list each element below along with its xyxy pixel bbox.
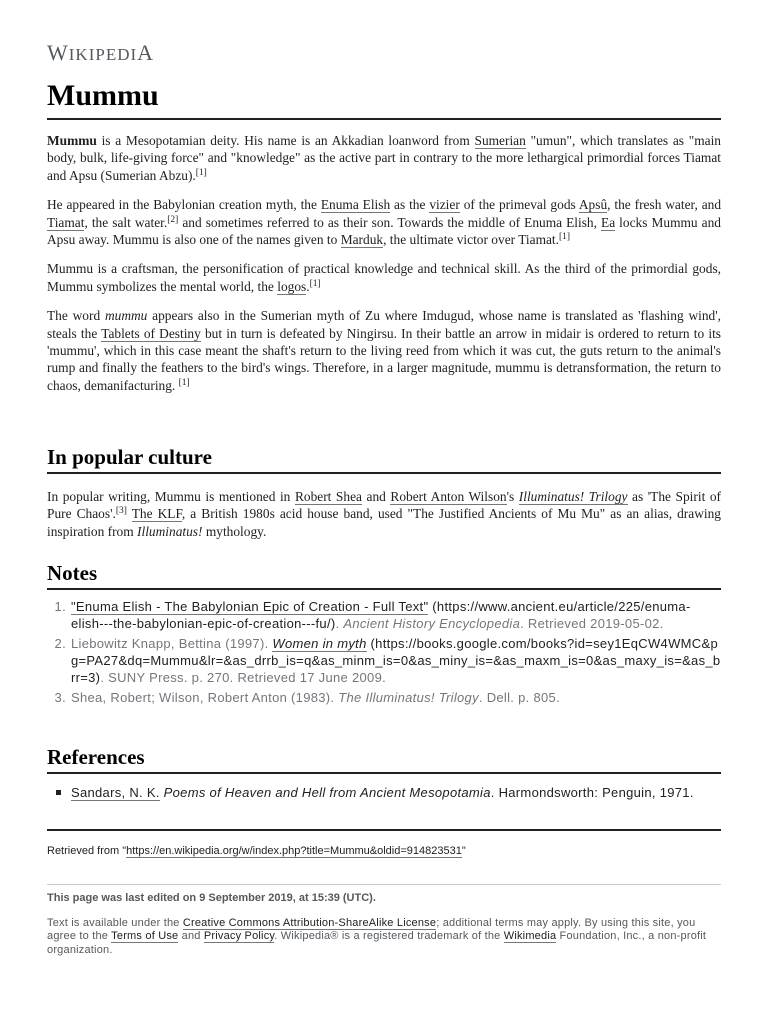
link-sumerian[interactable]: Sumerian: [474, 133, 526, 148]
text: Retrieved from ": [47, 845, 127, 857]
text: , the salt water.: [84, 214, 168, 230]
text: , a British 1980s acid house band, used "The Justified Ancients of Mu Mu" as an alias, drawing inspiration from: [47, 506, 721, 539]
text: and: [361, 489, 391, 504]
link-the-klf[interactable]: The KLF: [131, 506, 182, 522]
logo-letters: IKIPEDI: [68, 45, 138, 64]
citation-1[interactable]: [1]: [195, 167, 207, 178]
link-illuminatus-trilogy[interactable]: Illuminatus! Trilogy: [518, 489, 628, 504]
note-item: [54, 598, 721, 632]
note-item: [54, 689, 721, 706]
text: Liebowitz Knapp, Bettina (1997).: [71, 636, 273, 651]
page-title: Mummu: [47, 79, 159, 112]
text: Foundation, Inc., a non-profit organization.: [47, 930, 707, 956]
text: and: [178, 930, 204, 943]
section-divider: [47, 588, 721, 590]
text: 's: [506, 489, 519, 504]
link-vizier[interactable]: vizier: [429, 197, 460, 213]
paragraph-creation-myth: [47, 196, 721, 248]
link-wikimedia[interactable]: Wikimedia: [503, 930, 557, 943]
paragraph-craftsman: [47, 260, 721, 295]
text: Mummu is a craftsman, the personification of practical knowledge and technical skill. As the third of the primordial gods, Mummu symbolizes the mental world, the: [47, 261, 721, 294]
text: , the ultimate victor over Tiamat.: [383, 232, 560, 248]
text: Text is available under the: [47, 917, 183, 929]
wikipedia-logo[interactable]: [47, 40, 154, 66]
citation-1[interactable]: [1]: [178, 377, 190, 388]
text: . Dell. p. 805.: [478, 690, 560, 705]
text: "umun", which translates as "main body, bulk, life-giving force" and "knowledge" as the active part in contrary to the more lethargical primordial forces Tiamat and Apsu (Sumerian Abzu).: [47, 133, 721, 183]
link-marduk[interactable]: Marduk: [340, 232, 384, 248]
text: as 'The Spirit of Pure Chaos'.: [47, 489, 721, 522]
note-publication: Ancient History Encyclopedia: [343, 616, 521, 631]
section-divider: [47, 472, 721, 474]
paragraph-popular: [47, 488, 721, 540]
references-list: [71, 784, 721, 801]
text: In popular writing, Mummu is mentioned in: [47, 489, 295, 504]
link-tiamat[interactable]: Tiamat: [47, 214, 85, 230]
note-number: 2.: [54, 636, 66, 651]
link-tablets-of-destiny[interactable]: Tablets of Destiny: [101, 325, 201, 341]
note-number: 3.: [54, 690, 66, 705]
heading-references: References: [47, 745, 145, 769]
note-publication: The Illuminatus! Trilogy: [338, 690, 479, 705]
text: mythology.: [202, 523, 267, 539]
link-robert-shea[interactable]: Robert Shea: [294, 489, 362, 504]
citation-1[interactable]: [1]: [559, 232, 571, 243]
content-end-divider: [47, 829, 721, 831]
link-cc-by-sa[interactable]: Creative Commons Attribution-ShareAlike License: [182, 917, 437, 929]
heading-notes: Notes: [47, 561, 98, 585]
link-robert-anton-wilson[interactable]: Robert Anton Wilson: [390, 489, 507, 504]
link-ea[interactable]: Ea: [601, 214, 616, 230]
note-url: (https://books.google.com/books?id=sey1EqCW4WMC&pg=PA27&dq=Mummu&lr=&as_drrb_is=q&as_minm_is=0&as_miny_is=&as_maxm_is=0&as_maxy_is=&as_brr=3): [71, 636, 721, 685]
text: locks Mummu and Apsu away. Mummu is also one of the names given to: [47, 214, 721, 248]
section-divider: [47, 772, 721, 774]
footer-divider: [47, 884, 721, 885]
heading-popular-culture: In popular culture: [47, 445, 212, 469]
notes-list: [54, 598, 721, 709]
retrieved-url-link[interactable]: https://en.wikipedia.org/w/index.php?title=Mummu&oldid=914823531: [126, 845, 462, 857]
last-edited: This page was last edited on 9 September 2019, at 15:39 (UTC).: [47, 892, 376, 904]
text: .: [335, 616, 344, 631]
text: He appeared in the Babylonian creation myth, the: [47, 197, 321, 213]
paragraph-zu-myth: [47, 307, 721, 394]
logo-letter: W: [47, 40, 69, 65]
note-link[interactable]: "Enuma Elish - The Babylonian Epic of Creation - Full Text": [71, 599, 429, 614]
note-link[interactable]: Women in myth: [272, 636, 367, 651]
citation-3[interactable]: [3]: [115, 506, 127, 517]
note-item: [54, 635, 721, 686]
link-enuma-elish[interactable]: Enuma Elish: [320, 197, 391, 213]
text: of the primeval gods: [459, 197, 579, 213]
italic-term: Illuminatus!: [137, 523, 203, 539]
reference-item: [71, 784, 721, 801]
reference-author-link[interactable]: Sandars, N. K.: [71, 785, 160, 800]
citation-2[interactable]: [2]: [167, 214, 179, 225]
note-url: (https://www.ancient.eu/article/225/enuma-elish---the-babylonian-epic-of-creation---fu/): [71, 599, 691, 631]
citation-1[interactable]: [1]: [309, 278, 321, 289]
subject-bold: Mummu: [47, 133, 97, 148]
text: but in turn is defeated by Ningirsu. In their battle an arrow in midair is ordered to return to its 'mummu', which in this case meant the shaft's return to the living reed from which it was cut, the guts return to the animal's rump and finally the feathers to the bird's wings. Therefore, in a larger magnitude, mummu is detransformation, the return to chaos, demanifacturing.: [47, 325, 722, 393]
link-logos[interactable]: logos: [277, 278, 307, 294]
text: . Wikipedia® is a registered trademark of the: [274, 930, 504, 943]
article-body: [47, 132, 721, 406]
link-terms-of-use[interactable]: Terms of Use: [111, 930, 179, 943]
title-divider: [47, 118, 721, 120]
text: The word: [47, 308, 105, 324]
reference-title: Poems of Heaven and Hell from Ancient Mesopotamia: [163, 785, 491, 800]
paragraph-intro: [47, 132, 721, 184]
italic-term: mummu: [104, 308, 148, 324]
text: ": [461, 845, 466, 857]
text: as the: [390, 197, 430, 213]
bullet-icon: [56, 790, 61, 795]
text: . Retrieved 2019-05-02.: [520, 616, 664, 631]
license-text: [47, 917, 721, 957]
logo-letter-end: A: [137, 40, 155, 65]
retrieved-from: [47, 844, 721, 858]
text: . Harmondsworth: Penguin, 1971.: [490, 785, 694, 800]
text: , the fresh water, and: [607, 197, 722, 213]
text: .: [306, 278, 310, 294]
text: appears also in the Sumerian myth of Zu where Imdugud, whose name is translated as 'flashing wind', steals the: [47, 308, 721, 341]
link-apsu[interactable]: Apsû: [578, 197, 608, 213]
note-number: 1.: [54, 599, 66, 614]
popular-culture-body: [47, 488, 721, 552]
text: Shea, Robert; Wilson, Robert Anton (1983).: [71, 690, 339, 705]
link-privacy-policy[interactable]: Privacy Policy: [203, 930, 275, 943]
text: ; additional terms may apply. By using this site, you agree to the: [47, 917, 696, 943]
text: and sometimes referred to as their son. Towards the middle of Enuma Elish,: [178, 214, 602, 230]
text: is a Mesopotamian deity. His name is an Akkadian loanword from: [96, 133, 475, 148]
text: . SUNY Press. p. 270. Retrieved 17 June 2009.: [100, 670, 387, 685]
